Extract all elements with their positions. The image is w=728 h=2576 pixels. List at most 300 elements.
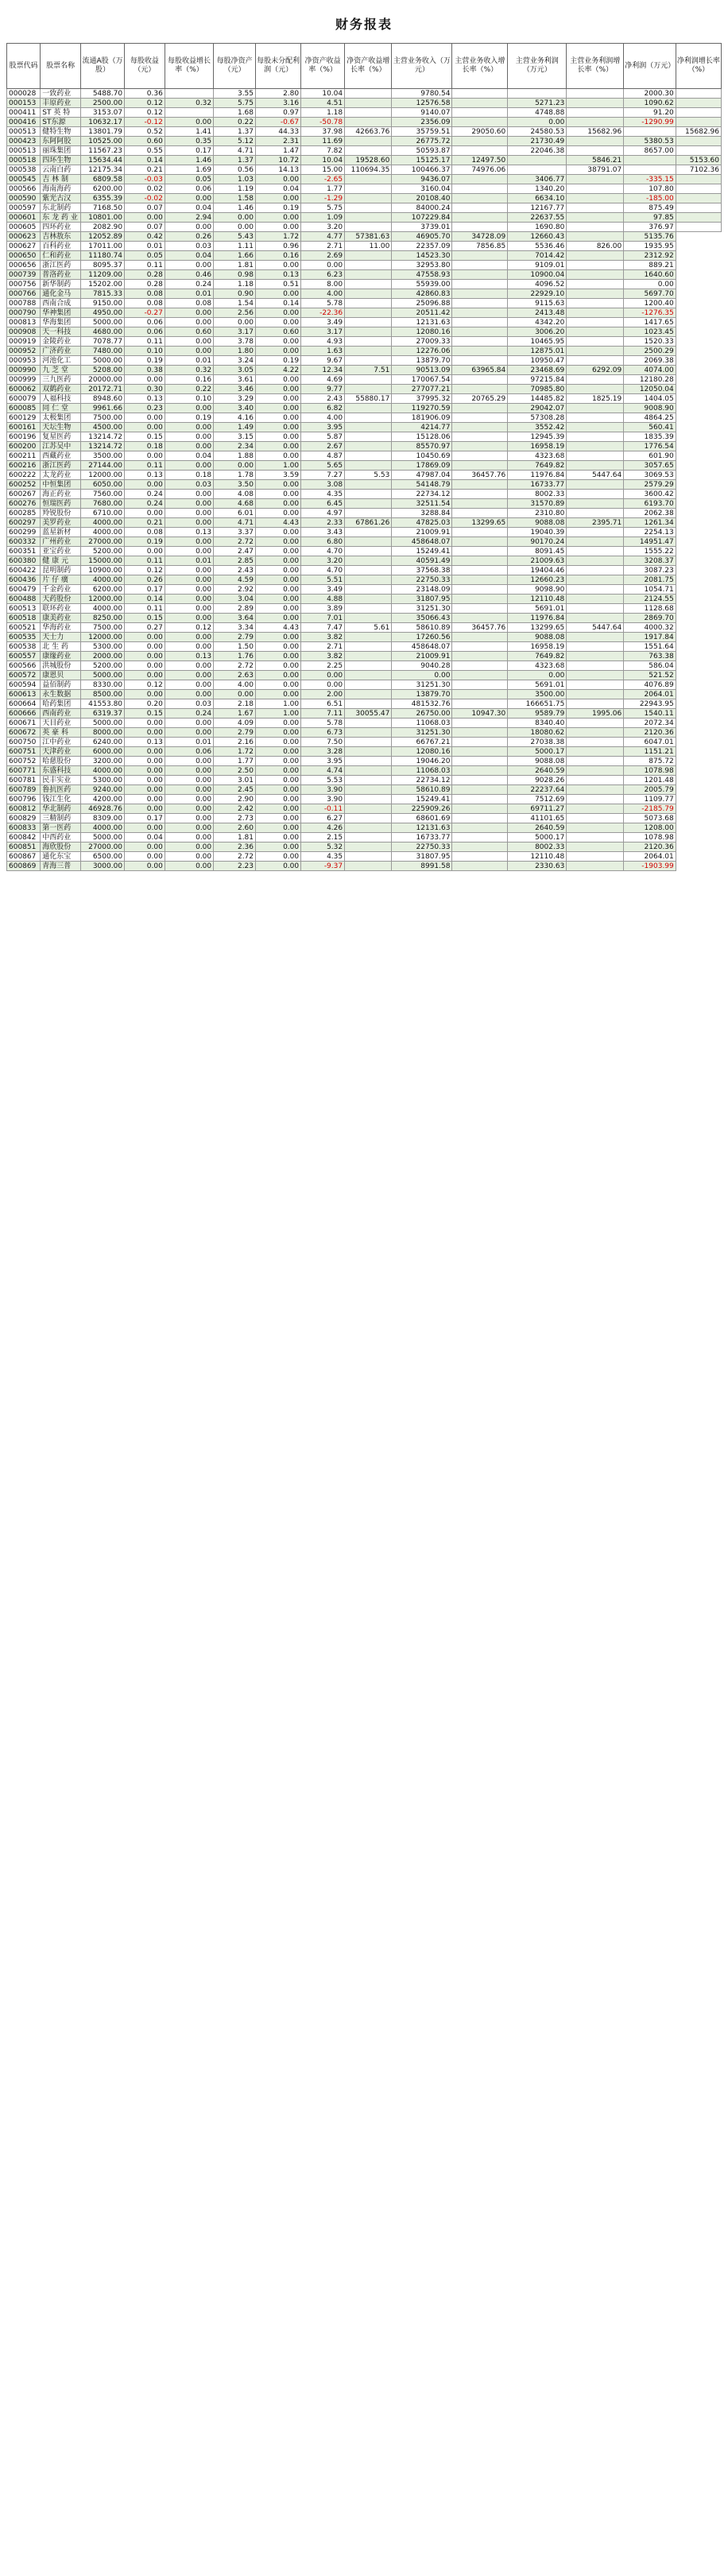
value-cell: 5.53 (345, 471, 392, 480)
value-cell: 47558.93 (392, 270, 452, 280)
value-cell (567, 814, 624, 823)
value-cell (452, 804, 508, 814)
value-cell (567, 509, 624, 518)
value-cell: 3087.23 (624, 566, 676, 575)
value-cell: 70985.80 (508, 385, 567, 394)
value-cell: 2.42 (214, 804, 256, 814)
stock-name-cell: 江中药业 (41, 738, 81, 747)
value-cell: 0.00 (165, 766, 213, 776)
value-cell (345, 814, 392, 823)
value-cell: 0.13 (165, 528, 213, 537)
value-cell: 458648.07 (392, 642, 452, 652)
value-cell: 0.04 (165, 251, 213, 261)
value-cell: 15125.17 (392, 156, 452, 165)
value-cell: 0.00 (165, 843, 213, 852)
value-cell: 0.00 (165, 509, 213, 518)
value-cell (452, 432, 508, 442)
stock-code-cell: 000153 (7, 99, 41, 108)
value-cell: 0.00 (165, 423, 213, 432)
value-cell: 181906.09 (392, 413, 452, 423)
value-cell: 22637.55 (508, 213, 567, 223)
value-cell (567, 327, 624, 337)
value-cell: 0.19 (125, 356, 165, 366)
value-cell: 4.93 (301, 337, 345, 347)
stock-name-cell: 哈药集团 (41, 699, 81, 709)
value-cell: 889.21 (624, 261, 676, 270)
value-cell: 3.17 (301, 327, 345, 337)
value-cell (345, 680, 392, 690)
stock-name-cell: 金陵药业 (41, 337, 81, 347)
value-cell (567, 347, 624, 356)
stock-name-cell: 恒瑞医药 (41, 499, 81, 509)
value-cell: 1340.20 (508, 184, 567, 194)
value-cell: 3.16 (256, 99, 301, 108)
value-cell: 0.05 (125, 251, 165, 261)
stock-code-cell: 000813 (7, 318, 41, 327)
value-cell: 1.63 (301, 347, 345, 356)
value-cell: 7560.00 (81, 490, 125, 499)
value-cell (676, 184, 721, 194)
value-cell (345, 432, 392, 442)
value-cell: 0.38 (125, 366, 165, 375)
value-cell (567, 766, 624, 776)
table-body (7, 89, 722, 871)
value-cell (567, 490, 624, 499)
table-row (7, 471, 722, 480)
value-cell (567, 413, 624, 423)
value-cell: 0.00 (256, 785, 301, 795)
value-cell: 7649.82 (508, 461, 567, 471)
value-cell: 15682.96 (676, 127, 721, 137)
value-cell: 3.55 (214, 89, 256, 99)
table-row (7, 661, 722, 671)
value-cell: 15.00 (301, 165, 345, 175)
value-cell: 0.00 (256, 394, 301, 404)
value-cell: 15682.96 (567, 127, 624, 137)
value-cell: 38791.07 (567, 165, 624, 175)
value-cell (676, 118, 721, 127)
value-cell: 5000.17 (508, 747, 567, 757)
value-cell (567, 175, 624, 184)
value-cell: 0.00 (165, 862, 213, 871)
value-cell: 3.24 (214, 356, 256, 366)
value-cell (345, 270, 392, 280)
stock-code-cell: 600672 (7, 728, 41, 738)
value-cell: 4.43 (256, 518, 301, 528)
value-cell: 6.27 (301, 814, 345, 823)
value-cell: 166651.75 (508, 699, 567, 709)
value-cell: 7480.00 (81, 347, 125, 356)
value-cell: 12110.48 (508, 852, 567, 862)
value-cell: 5135.76 (624, 232, 676, 242)
value-cell (567, 661, 624, 671)
value-cell (567, 633, 624, 642)
stock-name-cell: 昆明制药 (41, 566, 81, 575)
value-cell: 37.98 (301, 127, 345, 137)
value-cell: 0.00 (256, 776, 301, 785)
value-cell: 54148.79 (392, 480, 452, 490)
value-cell: 7078.77 (81, 337, 125, 347)
value-cell: 3160.04 (392, 184, 452, 194)
value-cell: 2310.80 (508, 509, 567, 518)
value-cell: 2064.01 (624, 690, 676, 699)
value-cell (508, 165, 567, 175)
stock-name-cell: 天津药业 (41, 747, 81, 757)
value-cell: 5.61 (345, 623, 392, 633)
value-cell: 57308.28 (508, 413, 567, 423)
value-cell: -2185.79 (624, 804, 676, 814)
value-cell (567, 595, 624, 604)
value-cell: 0.00 (165, 499, 213, 509)
stock-code-cell: 600216 (7, 461, 41, 471)
value-cell: 2.69 (301, 251, 345, 261)
table-row (7, 366, 722, 375)
column-header: 每股未分配利润（元） (256, 44, 301, 89)
value-cell (452, 547, 508, 556)
value-cell (676, 137, 721, 146)
value-cell: 4.74 (301, 766, 345, 776)
value-cell: 5271.23 (508, 99, 567, 108)
value-cell: 2254.13 (624, 528, 676, 537)
value-cell: 0.01 (125, 242, 165, 251)
table-row (7, 814, 722, 823)
stock-code-cell: 000656 (7, 261, 41, 270)
value-cell: 0.16 (165, 375, 213, 385)
value-cell: 32511.54 (392, 499, 452, 509)
value-cell: 0.24 (125, 490, 165, 499)
value-cell: 5000.00 (81, 833, 125, 843)
stock-name-cell: 江苏吴中 (41, 442, 81, 451)
value-cell: 2500.29 (624, 347, 676, 356)
value-cell: 0.08 (125, 528, 165, 537)
stock-code-cell: 600812 (7, 804, 41, 814)
value-cell: 100466.37 (392, 165, 452, 175)
value-cell: 9240.00 (81, 785, 125, 795)
value-cell: 0.00 (165, 595, 213, 604)
value-cell: 1.88 (214, 451, 256, 461)
value-cell: 13214.72 (81, 442, 125, 451)
value-cell (452, 690, 508, 699)
stock-name-cell: 益佰制药 (41, 680, 81, 690)
stock-code-cell: 000597 (7, 203, 41, 213)
value-cell: 10801.00 (81, 213, 125, 223)
value-cell: 27000.00 (81, 843, 125, 852)
value-cell: 6500.00 (81, 852, 125, 862)
value-cell: 2.23 (214, 862, 256, 871)
value-cell (345, 633, 392, 642)
table-row (7, 528, 722, 537)
value-cell: 9961.66 (81, 404, 125, 413)
stock-code-cell: 600252 (7, 480, 41, 490)
stock-code-cell: 000990 (7, 366, 41, 375)
value-cell: 2579.29 (624, 480, 676, 490)
value-cell (165, 108, 213, 118)
value-cell: 4.00 (301, 289, 345, 299)
table-row (7, 547, 722, 556)
value-cell (567, 318, 624, 327)
table-row (7, 614, 722, 623)
value-cell: 0.00 (256, 833, 301, 843)
value-cell: 3500.00 (81, 451, 125, 461)
value-cell (676, 108, 721, 118)
value-cell: 12875.01 (508, 347, 567, 356)
value-cell: 0.00 (125, 776, 165, 785)
value-cell: 55939.00 (392, 280, 452, 289)
value-cell: 170067.54 (392, 375, 452, 385)
value-cell: 15634.44 (81, 156, 125, 165)
value-cell (345, 757, 392, 766)
value-cell: 0.00 (165, 604, 213, 614)
value-cell: 15128.06 (392, 432, 452, 442)
value-cell: 1.47 (256, 146, 301, 156)
value-cell (345, 108, 392, 118)
value-cell: 1520.33 (624, 337, 676, 347)
value-cell: 0.00 (256, 747, 301, 757)
value-cell: 29042.07 (508, 404, 567, 413)
value-cell: 6.51 (301, 699, 345, 709)
value-cell: 11567.23 (81, 146, 125, 156)
value-cell (345, 347, 392, 356)
value-cell: 2.90 (214, 795, 256, 804)
value-cell: 7102.36 (676, 165, 721, 175)
table-row (7, 451, 722, 461)
column-header: 净资产收益率（%） (301, 44, 345, 89)
value-cell: 30055.47 (345, 709, 392, 719)
value-cell: 0.00 (256, 385, 301, 394)
stock-code-cell: 600833 (7, 823, 41, 833)
value-cell: 91.20 (624, 108, 676, 118)
value-cell: 2.72 (214, 661, 256, 671)
value-cell: 225909.26 (392, 804, 452, 814)
value-cell: 3.17 (214, 327, 256, 337)
value-cell: 1.81 (214, 261, 256, 270)
value-cell: 1151.21 (624, 747, 676, 757)
stock-code-cell: 600085 (7, 404, 41, 413)
stock-code-cell: 600566 (7, 661, 41, 671)
value-cell: 17869.09 (392, 461, 452, 471)
value-cell: 2.43 (301, 394, 345, 404)
value-cell: 1.19 (214, 184, 256, 194)
value-cell: 2120.36 (624, 728, 676, 738)
stock-name-cell: 丰原药业 (41, 99, 81, 108)
value-cell: 0.00 (256, 814, 301, 823)
value-cell (452, 375, 508, 385)
value-cell (345, 614, 392, 623)
value-cell: 6.01 (214, 509, 256, 518)
value-cell: 8000.00 (81, 728, 125, 738)
table-row (7, 604, 722, 614)
value-cell: 0.00 (256, 289, 301, 299)
value-cell: 0.60 (165, 327, 213, 337)
value-cell: 14485.82 (508, 394, 567, 404)
table-row (7, 232, 722, 242)
stock-name-cell: 中恒集团 (41, 480, 81, 490)
value-cell (567, 785, 624, 795)
value-cell: 0.00 (256, 337, 301, 347)
value-cell (345, 661, 392, 671)
value-cell: 4.00 (301, 413, 345, 423)
value-cell: 1.11 (214, 242, 256, 251)
stock-code-cell: 000416 (7, 118, 41, 127)
value-cell: 10.04 (301, 156, 345, 165)
table-row (7, 347, 722, 356)
stock-code-cell: 000650 (7, 251, 41, 261)
value-cell: 6193.70 (624, 499, 676, 509)
value-cell: 15249.41 (392, 547, 452, 556)
value-cell: 2.80 (256, 89, 301, 99)
value-cell: 0.12 (125, 99, 165, 108)
report-title: 财务报表 (335, 17, 393, 32)
value-cell (345, 203, 392, 213)
value-cell: 0.11 (125, 604, 165, 614)
value-cell: 1.37 (214, 127, 256, 137)
value-cell: 2500.00 (81, 99, 125, 108)
value-cell (452, 719, 508, 728)
value-cell: 0.06 (165, 747, 213, 757)
value-cell: 2.73 (214, 814, 256, 823)
value-cell (452, 595, 508, 604)
value-cell: 0.24 (125, 499, 165, 509)
value-cell (345, 280, 392, 289)
value-cell (345, 175, 392, 184)
value-cell: 2.72 (214, 852, 256, 862)
table-row (7, 175, 722, 184)
stock-name-cell: 丽珠集团 (41, 146, 81, 156)
value-cell: 5.53 (301, 776, 345, 785)
value-cell (567, 699, 624, 709)
value-cell: 4.16 (214, 413, 256, 423)
value-cell: 66767.21 (392, 738, 452, 747)
value-cell: 41553.80 (81, 699, 125, 709)
value-cell: 11068.03 (392, 766, 452, 776)
value-cell: 5846.21 (567, 156, 624, 165)
value-cell: 7500.00 (81, 413, 125, 423)
value-cell: 16958.19 (508, 642, 567, 652)
value-cell (567, 614, 624, 623)
value-cell: 0.15 (125, 709, 165, 719)
value-cell (676, 146, 721, 156)
value-cell: 0.00 (256, 223, 301, 232)
value-cell: 0.00 (256, 652, 301, 661)
column-header: 每股收益（元） (125, 44, 165, 89)
value-cell: 1935.95 (624, 242, 676, 251)
value-cell: 0.08 (125, 299, 165, 308)
value-cell: 2005.79 (624, 785, 676, 795)
stock-name-cell: 海南海药 (41, 184, 81, 194)
value-cell: 0.04 (256, 184, 301, 194)
value-cell (345, 356, 392, 366)
value-cell: 10947.30 (452, 709, 508, 719)
value-cell: 2062.38 (624, 509, 676, 518)
value-cell: 55880.17 (345, 394, 392, 404)
value-cell (452, 680, 508, 690)
value-cell (345, 375, 392, 385)
value-cell (452, 480, 508, 490)
value-cell (452, 223, 508, 232)
stock-name-cell: ST 英 特 (41, 108, 81, 118)
value-cell: 31807.95 (392, 595, 452, 604)
value-cell: 0.00 (256, 795, 301, 804)
value-cell: 5300.00 (81, 642, 125, 652)
value-cell: 4000.00 (81, 823, 125, 833)
value-cell (345, 99, 392, 108)
value-cell (567, 337, 624, 347)
stock-code-cell: 600488 (7, 595, 41, 604)
value-cell: 0.00 (256, 556, 301, 566)
value-cell: 0.00 (256, 823, 301, 833)
value-cell (345, 299, 392, 308)
value-cell (567, 375, 624, 385)
value-cell: 0.21 (125, 518, 165, 528)
value-cell: 12080.16 (392, 747, 452, 757)
value-cell: 9088.08 (508, 518, 567, 528)
value-cell: 0.00 (165, 537, 213, 547)
value-cell (567, 251, 624, 261)
value-cell: 3.15 (214, 432, 256, 442)
table-row (7, 595, 722, 604)
value-cell: 0.55 (125, 146, 165, 156)
value-cell: 14.13 (256, 165, 301, 175)
value-cell: 9109.01 (508, 261, 567, 270)
table-row (7, 575, 722, 585)
table-row (7, 709, 722, 719)
value-cell: 2.60 (214, 823, 256, 833)
stock-code-cell: 600436 (7, 575, 41, 585)
value-cell: 0.30 (125, 385, 165, 394)
stock-name-cell: 千金药业 (41, 585, 81, 595)
stock-name-cell: 民丰实业 (41, 776, 81, 785)
table-row (7, 251, 722, 261)
value-cell: 0.00 (165, 633, 213, 642)
table-row (7, 184, 722, 194)
value-cell: 10.04 (301, 89, 345, 99)
value-cell: 0.00 (125, 719, 165, 728)
value-cell: 12131.63 (392, 823, 452, 833)
value-cell: 3.49 (301, 318, 345, 327)
column-header: 主营业务利润增长率（%） (567, 44, 624, 89)
value-cell (452, 99, 508, 108)
value-cell (452, 509, 508, 518)
stock-name-cell: 四环生物 (41, 156, 81, 165)
value-cell (567, 556, 624, 566)
value-cell: 20765.29 (452, 394, 508, 404)
value-cell: 0.00 (125, 213, 165, 223)
value-cell: 0.00 (256, 442, 301, 451)
value-cell (567, 451, 624, 461)
value-cell: 0.19 (125, 537, 165, 547)
value-cell: 8340.40 (508, 719, 567, 728)
stock-code-cell: 000423 (7, 137, 41, 146)
value-cell: 0.00 (256, 690, 301, 699)
value-cell: 9780.54 (392, 89, 452, 99)
value-cell (567, 843, 624, 852)
value-cell: 0.13 (125, 471, 165, 480)
value-cell: 25096.88 (392, 299, 452, 308)
value-cell (567, 795, 624, 804)
value-cell: 12945.39 (508, 432, 567, 442)
value-cell: 3500.00 (508, 690, 567, 699)
stock-code-cell: 600789 (7, 785, 41, 795)
value-cell: 2356.09 (392, 118, 452, 127)
value-cell: 119270.59 (392, 404, 452, 413)
stock-code-cell: 000566 (7, 184, 41, 194)
value-cell: 0.04 (165, 203, 213, 213)
value-cell: 0.00 (165, 680, 213, 690)
value-cell: 2.00 (301, 690, 345, 699)
value-cell: 8500.00 (81, 690, 125, 699)
stock-name-cell: 三精制药 (41, 814, 81, 823)
value-cell: 3406.77 (508, 175, 567, 184)
